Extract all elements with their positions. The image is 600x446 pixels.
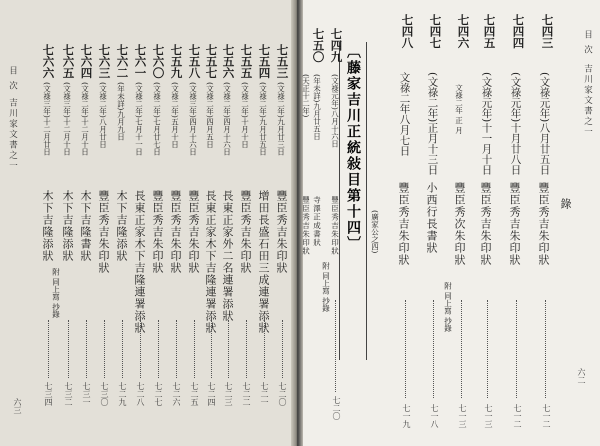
entry-note: 附 同上寫 抄錄 (321, 262, 331, 312)
entry-document: 豐臣秀吉朱印狀 (97, 190, 110, 274)
leader-dots (68, 320, 69, 378)
entry-page: 七一九 (402, 404, 411, 428)
leader-dots (158, 320, 159, 378)
entry-page: 七三四 (44, 382, 53, 406)
entry-number: 七四四 (511, 14, 526, 49)
leader-dots (104, 320, 105, 378)
entry-number: 七五四 (257, 44, 272, 79)
entry-note: 附 同上寫 抄錄 (51, 268, 61, 318)
entry-date: (文祿二年)七月十一日 (134, 82, 144, 156)
entry-date: (文祿二年)九月廿三日 (276, 82, 286, 156)
section-title: 〔藤家吉川正統敍目第十四〕 (339, 42, 367, 360)
entry-date: (文祿二年)九月廿五日 (258, 82, 268, 156)
entry-date: (文祿二年)十月十日 (240, 82, 250, 148)
entry-document: 長東正家木下吉隆連署添狀 (204, 190, 217, 334)
entry-date: (文祿三年)四月十六日 (188, 82, 198, 156)
entry-page: 七一二 (542, 404, 551, 428)
entry-note: 附 同上寫 抄錄 (443, 282, 453, 332)
entry-document: 豐臣秀吉朱印狀 (397, 182, 410, 266)
entry-document: 木下吉隆添狀 (61, 190, 74, 262)
leader-dots (405, 300, 406, 398)
leader-dots (487, 300, 488, 398)
entry-page: 七二九 (118, 382, 127, 406)
leader-dots (122, 320, 123, 378)
entry-number: 七五六 (221, 44, 236, 79)
leader-dots (433, 300, 434, 398)
entry-document: 豐臣秀吉朱印狀 (479, 182, 492, 266)
entry-number: 七六五 (61, 44, 76, 79)
entry-document: 豐臣秀吉朱印狀 (169, 190, 182, 274)
left-header: 目 次 (7, 66, 18, 92)
entry-date: 文祿二年八月七日 (398, 72, 411, 156)
entry-page: 七二四 (207, 382, 216, 406)
entry-number: 七六六 (41, 44, 56, 79)
entry-number: 七四九 (329, 28, 344, 63)
entry-date: (文祿二年)四月五日 (205, 82, 215, 148)
entry-document: 寺澤正成書狀 (312, 196, 322, 247)
leader-dots (264, 320, 265, 378)
entry-document: 豐臣秀吉朱印狀 (151, 190, 164, 274)
entry-date: (文祿二年)七月廿七日 (152, 82, 162, 156)
entry-number: 七六三 (97, 44, 112, 79)
entry-page: 七二二 (242, 382, 251, 406)
entry-date: (文祿元年)十月廿八日 (509, 72, 522, 175)
leader-dots (335, 300, 336, 392)
entry-document: 豐臣秀吉朱印狀 (275, 190, 288, 274)
entry-page: 七一三 (484, 404, 493, 428)
entry-number: 七四七 (428, 14, 443, 49)
leader-dots (48, 320, 49, 378)
entry-page: 七二〇 (332, 396, 341, 420)
entry-document: 豐臣秀吉朱印狀 (301, 196, 311, 256)
entry-date: (天正十二年) (301, 74, 311, 118)
entry-date: (年未詳)九月九日 (116, 82, 126, 141)
entry-page: 七二六 (172, 382, 181, 406)
leader-dots (86, 320, 87, 378)
entry-page: 七一二 (513, 404, 522, 428)
entry-number: 七五三 (275, 44, 290, 79)
entry-document: 長東正家木下吉隆連署添狀 (133, 190, 146, 334)
right-header: 目 次 (582, 30, 593, 56)
leader-dots (461, 300, 462, 398)
entry-number: 七五七 (204, 44, 219, 79)
leader-dots (282, 320, 283, 378)
left-page-number: 六三 (13, 398, 22, 414)
entry-number: 七四五 (482, 14, 497, 49)
entry-number: 七五八 (187, 44, 202, 79)
entry-page: 七二七 (154, 382, 163, 406)
leader-dots (545, 300, 546, 398)
entry-document: 豐臣秀吉朱印狀 (537, 182, 550, 266)
entry-date: (年未詳)九月廿五日 (312, 74, 322, 140)
entry-number: 七五九 (169, 44, 184, 79)
leader-dots (228, 320, 229, 378)
entry-date: (文祿元年)十一月十日 (480, 72, 493, 175)
entry-page: 七一三 (458, 404, 467, 428)
entry-number: 七六〇 (151, 44, 166, 79)
entry-date: (文祿二年)八月廿日 (98, 82, 108, 148)
left-running-title: 吉川家文書之一 (7, 98, 18, 172)
entry-page: 七三一 (82, 382, 91, 406)
entry-document: 增田長盛石田三成連署添狀 (257, 190, 270, 334)
entry-document: 豐臣秀吉朱印狀 (508, 182, 521, 266)
entry-page: 七二三 (224, 382, 233, 406)
entry-document: 豐臣秀吉朱印狀 (187, 190, 200, 274)
entry-page: 七三〇 (100, 382, 109, 406)
end-mark: 錄 (559, 198, 572, 210)
entry-number: 七六四 (79, 44, 94, 79)
entry-document: 小西行長書狀 (425, 182, 438, 254)
entry-date: (文祿元年)八月十六日 (330, 74, 340, 148)
entry-date: (文祿三年)十二月十日 (62, 82, 72, 156)
entry-document: 木下吉隆添狀 (115, 190, 128, 262)
entry-page: 七二一 (260, 382, 269, 406)
entry-document: 長東正家外二名連署添狀 (221, 190, 234, 322)
entry-document: 豐臣秀吉朱印狀 (330, 196, 340, 256)
entry-number: 七五〇 (311, 28, 326, 63)
entry-date: (文祿元年)八月廿五日 (538, 72, 551, 175)
leader-dots (176, 320, 177, 378)
leader-dots (246, 320, 247, 378)
entry-page: 七一八 (430, 404, 439, 428)
entry-document: 豐臣秀吉朱印狀 (239, 190, 252, 274)
entry-date: (文祿二年)四月十六日 (222, 82, 232, 156)
entry-number: 七六二 (115, 44, 130, 79)
entry-page: 七二五 (190, 382, 199, 406)
entry-number: 七四三 (540, 14, 555, 49)
entry-date: (文祿二年)十二月十日 (80, 82, 90, 156)
entry-date: (文祿二年)正月十三日 (426, 72, 439, 175)
entry-document: 木下吉隆添狀 (41, 190, 54, 262)
entry-page: 七二八 (136, 382, 145, 406)
entry-document: 豐臣秀次朱印狀 (453, 182, 466, 266)
entry-number: 七四六 (456, 14, 471, 49)
entry-number: 七六一 (133, 44, 148, 79)
entry-date: (文祿二年)五月十日 (170, 82, 180, 148)
leader-dots (516, 300, 517, 398)
entry-page: 七三二 (64, 382, 73, 406)
right-page-number: 六二 (577, 368, 586, 384)
leader-dots (211, 320, 212, 378)
entry-page: 七二〇 (278, 382, 287, 406)
section-subtitle: (廣家公之四) (370, 210, 380, 254)
entry-number: 七五五 (239, 44, 254, 79)
entry-date: 文祿二年 正 月 (454, 84, 464, 134)
leader-dots (194, 320, 195, 378)
entry-document: 木下吉隆書狀 (79, 190, 92, 262)
entry-number: 七四八 (400, 14, 415, 49)
leader-dots (140, 320, 141, 378)
entry-date: (文祿三年)十二月廿日 (42, 82, 52, 156)
right-running-title: 吉川家文書之一 (582, 64, 593, 138)
